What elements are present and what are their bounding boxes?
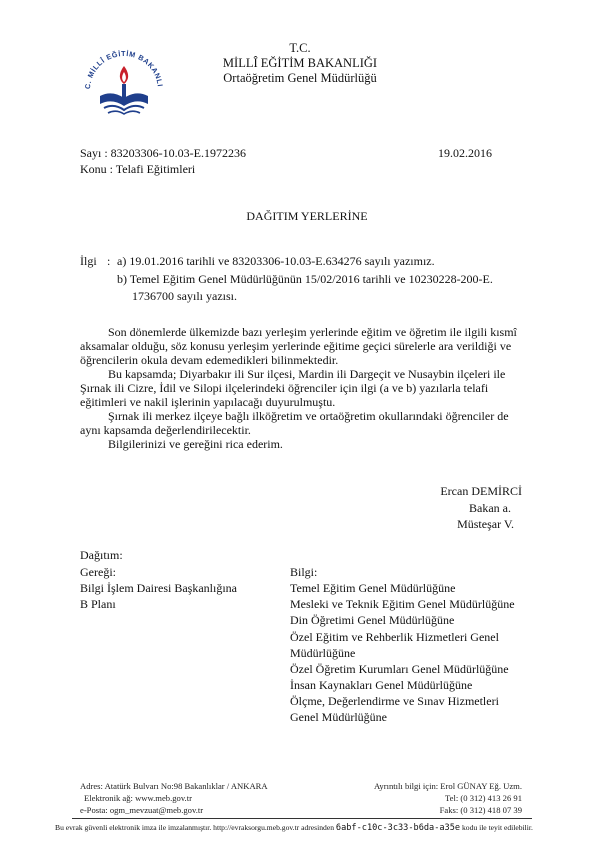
paragraph-3-line: Şırnak ili merkez ilçeye bağlı ilköğretim ve ortaöğretim okullarındaki öğrenciler de	[108, 409, 509, 423]
gereg-item: B Planı	[80, 597, 116, 611]
header-ministry: MİLLÎ EĞİTİM BAKANLIĞI	[222, 56, 378, 70]
paragraph-1	[80, 326, 525, 340]
bilgi-item: Ölçme, Değerlendirme ve Sınav Hizmetleri	[290, 694, 499, 708]
footer-address: Adres: Atatürk Bulvarı No:98 Bakanlıklar / ANKARA	[80, 781, 268, 791]
footer-phone: Tel: (0 312) 413 26 91	[445, 793, 522, 803]
bilgi-item: İnsan Kaynakları Genel Müdürlüğüne	[290, 678, 473, 692]
paragraph-3-line: aynı kapsamda değerlendirilecektir.	[80, 423, 251, 437]
footer-web: Elektronik ağ: www.meb.gov.tr	[84, 793, 192, 803]
paragraph-2-line: eğitimleri ve nakil işlerinin yapılacağı duyurulmuştu.	[80, 395, 336, 409]
ilgi-colon: :	[107, 254, 111, 268]
ilgi-label: İlgi	[80, 254, 97, 268]
document-subject: Konu : Telafi Eğitimleri	[80, 162, 196, 176]
bilgi-item: Temel Eğitim Genel Müdürlüğüne	[290, 581, 456, 595]
verification-suffix: kodu ile teyit edilebilir.	[462, 823, 533, 832]
recipient: DAĞITIM YERLERİNE	[246, 209, 368, 223]
bilgi-item: Mesleki ve Teknik Eğitim Genel Müdürlüğüne	[290, 597, 515, 611]
ilgi-item-a: a) 19.01.2016 tarihli ve 83203306-10.03-E.634276 sayılı yazımız.	[117, 254, 435, 268]
verification-prefix: Bu evrak güvenli elektronik imza ile imzalanmıştır. http://evraksorgu.meb.gov.tr adresinden	[55, 823, 334, 832]
footer-divider	[72, 818, 532, 819]
signer-title: Bakan a.	[469, 501, 511, 515]
paragraph-1-line: aksamalar olduğu, söz konusu yerleşim yerlerinde eğitime geçici sürelerle ara verildiği ve	[80, 339, 512, 353]
document-number: Sayı : 83203306-10.03-E.1972236	[80, 146, 246, 160]
bilgi-item: Genel Müdürlüğüne	[290, 710, 387, 724]
ilgi-item-b-continued: 1736700 sayılı yazısı.	[132, 289, 237, 303]
gereg-label: Gereği:	[80, 565, 116, 579]
signer-title: Müsteşar V.	[457, 517, 514, 531]
ilgi-item-b: b) Temel Eğitim Genel Müdürlüğünün 15/02/2016 tarihli ve 10230228-200-E.	[117, 272, 493, 286]
bilgi-item: Müdürlüğüne	[290, 646, 356, 660]
paragraph-2-line: Şırnak ili Cizre, İdil ve Silopi ilçelerindeki öğrenciler için ilgi (a ve b) yazılarla telafi	[80, 381, 489, 395]
closing-line: Bilgilerinizi ve gereğini rica ederim.	[108, 437, 283, 451]
signer-name: Ercan DEMİRCİ	[440, 484, 522, 498]
bilgi-item: Özel Eğitim ve Rehberlik Hizmetleri Genel	[290, 630, 499, 644]
paragraph-1-line: öğrencilerin okula devam edemedikleri bilinmektedir.	[80, 353, 339, 367]
bilgi-item: Din Öğretimi Genel Müdürlüğüne	[290, 613, 455, 627]
verification-code: 6abf-c10c-3c33-b6da-a35e	[335, 823, 461, 833]
paragraph-1-line: Son dönemlerde ülkemizde bazı yerleşim yerlerinde eğitim ve öğretim ile ilgili kısmî	[108, 325, 517, 339]
gereg-item: Bilgi İşlem Dairesi Başkanlığına	[80, 581, 237, 595]
logo-lettering: C. MİLLÎ EĞİTİM BAKANLI	[82, 48, 165, 90]
footer-email: e-Posta: ogm_mevzuat@meb.gov.tr	[80, 805, 204, 815]
document-date: 19.02.2016	[438, 146, 492, 160]
bilgi-item: Özel Öğretim Kurumları Genel Müdürlüğüne	[290, 662, 509, 676]
distribution-heading: Dağıtım:	[80, 548, 123, 562]
header-directorate: Ortaöğretim Genel Müdürlüğü	[223, 71, 377, 85]
footer-contact: Ayrıntılı bilgi için: Erol GÜNAY Eğ. Uzm.	[374, 781, 522, 791]
bilgi-label: Bilgi:	[290, 565, 318, 579]
header-tc: T.C.	[289, 41, 311, 55]
verification-notice	[55, 823, 555, 833]
paragraph-2-line: Bu kapsamda; Diyarbakır ili Sur ilçesi, Mardin ili Dargeçit ve Nusaybin ilçeleri ile	[108, 367, 506, 381]
footer-fax: Faks: (0 312) 418 07 39	[439, 805, 522, 815]
